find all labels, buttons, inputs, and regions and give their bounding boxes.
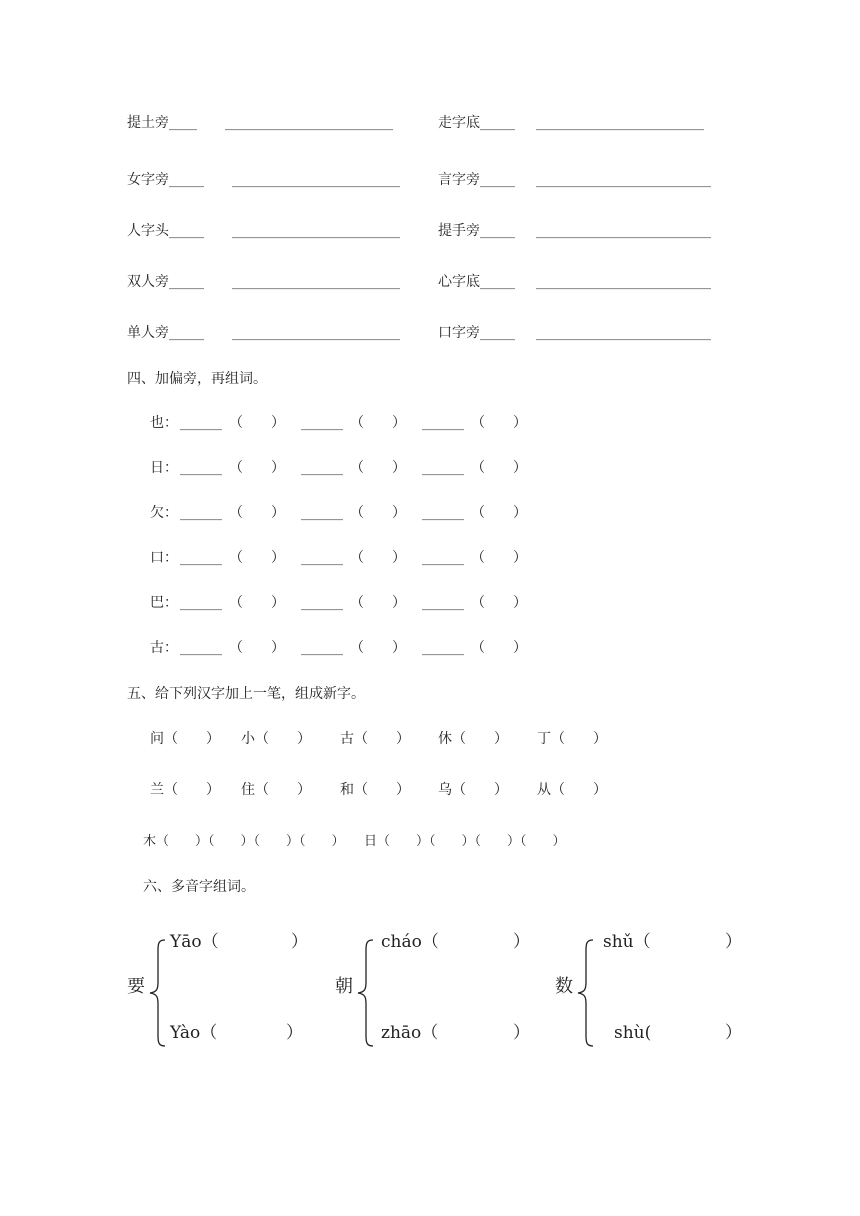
pinyin-top[interactable]: Yāo（ (170, 932, 219, 952)
answer-cell[interactable]: ______ （ ） (301, 640, 406, 656)
answer-cell[interactable]: ______ （ ） (180, 595, 285, 611)
pinyin-bottom[interactable]: shù( (614, 1023, 652, 1043)
answer-cell[interactable]: ______ （ ） (422, 550, 527, 566)
radical-label: 女字旁_____ (127, 172, 204, 188)
answer-cell[interactable]: ______ （ ） (301, 460, 406, 476)
pinyin-bottom[interactable]: Yào（ (170, 1023, 218, 1043)
radical-label: 人字头_____ (127, 223, 204, 239)
paren-close: ） (513, 1023, 530, 1043)
polyphone-char: 数 (555, 976, 573, 997)
add-stroke-item[interactable]: 问（ ） (150, 731, 220, 747)
radical-label: 提手旁_____ (438, 223, 515, 239)
add-stroke-item[interactable]: 古（ ） (340, 731, 410, 747)
answer-line[interactable]: ________________________ (225, 115, 393, 131)
brace-icon (576, 938, 596, 1048)
answer-cell[interactable]: ______ （ ） (301, 550, 406, 566)
base-char: 也： (150, 415, 178, 431)
answer-cell[interactable]: ______ （ ） (180, 505, 285, 521)
paren-close: ） (725, 1023, 742, 1043)
answer-line[interactable]: ________________________ (232, 325, 400, 341)
section-4-title: 四、加偏旁，再组词。 (127, 371, 267, 387)
paren-close: ） (286, 1023, 303, 1043)
pinyin-top[interactable]: cháo（ (381, 932, 439, 952)
answer-line[interactable]: ________________________ (232, 223, 400, 239)
answer-cell[interactable]: ______ （ ） (301, 505, 406, 521)
answer-line[interactable]: _________________________ (536, 274, 711, 290)
radical-label: 双人旁_____ (127, 274, 204, 290)
polyphone-char: 要 (127, 976, 145, 997)
add-stroke-item[interactable]: 休（ ） (438, 731, 508, 747)
section-6-title: 六、多音字组词。 (143, 879, 255, 895)
base-char: 口： (150, 550, 178, 566)
answer-line[interactable]: ________________________ (232, 274, 400, 290)
brace-icon (356, 938, 376, 1048)
base-char: 古： (150, 640, 178, 656)
answer-cell[interactable]: ______ （ ） (422, 460, 527, 476)
radical-label: 心字底_____ (438, 274, 515, 290)
polyphone-char: 朝 (335, 976, 353, 997)
pinyin-bottom[interactable]: zhāo（ (381, 1023, 439, 1043)
radical-label: 提土旁____ (127, 115, 197, 131)
answer-cell[interactable]: ______ （ ） (422, 505, 527, 521)
add-stroke-item[interactable]: 兰（ ） (150, 782, 220, 798)
add-stroke-item[interactable]: 住（ ） (241, 782, 311, 798)
answer-line[interactable]: _________________________ (536, 223, 711, 239)
radical-label: 走字底_____ (438, 115, 515, 131)
add-stroke-item[interactable]: 和（ ） (340, 782, 410, 798)
add-stroke-item[interactable]: 从（ ） (537, 782, 607, 798)
answer-cell[interactable]: ______ （ ） (180, 550, 285, 566)
radical-label: 口字旁_____ (438, 325, 515, 341)
pinyin-top[interactable]: shǔ（ (603, 932, 651, 952)
base-char: 欠： (150, 505, 178, 521)
paren-close: ） (725, 932, 742, 952)
paren-close: ） (291, 932, 308, 952)
answer-line[interactable]: _________________________ (536, 172, 711, 188)
answer-cell[interactable]: ______ （ ） (180, 415, 285, 431)
answer-line[interactable]: _________________________ (536, 325, 711, 341)
answer-cell[interactable]: ______ （ ） (422, 415, 527, 431)
base-char: 日： (150, 460, 178, 476)
answer-cell[interactable]: ______ （ ） (422, 595, 527, 611)
answer-cell[interactable]: ______ （ ） (422, 640, 527, 656)
add-stroke-item[interactable]: 乌（ ） (438, 782, 508, 798)
answer-line[interactable]: ________________________ (536, 115, 704, 131)
answer-cell[interactable]: ______ （ ） (180, 640, 285, 656)
radical-label: 言字旁_____ (438, 172, 515, 188)
add-stroke-item[interactable]: 小（ ） (241, 731, 311, 747)
paren-close: ） (513, 932, 530, 952)
answer-cell[interactable]: ______ （ ） (301, 415, 406, 431)
add-stroke-row[interactable]: 木（ ）（ ）（ ）（ ） 日（ ）（ ）（ ）（ ） (143, 834, 566, 849)
base-char: 巴： (150, 595, 178, 611)
add-stroke-item[interactable]: 丁（ ） (537, 731, 607, 747)
answer-cell[interactable]: ______ （ ） (180, 460, 285, 476)
brace-icon (148, 938, 168, 1048)
section-5-title: 五、给下列汉字加上一笔，组成新字。 (127, 686, 365, 702)
radical-label: 单人旁_____ (127, 325, 204, 341)
answer-cell[interactable]: ______ （ ） (301, 595, 406, 611)
answer-line[interactable]: ________________________ (232, 172, 400, 188)
